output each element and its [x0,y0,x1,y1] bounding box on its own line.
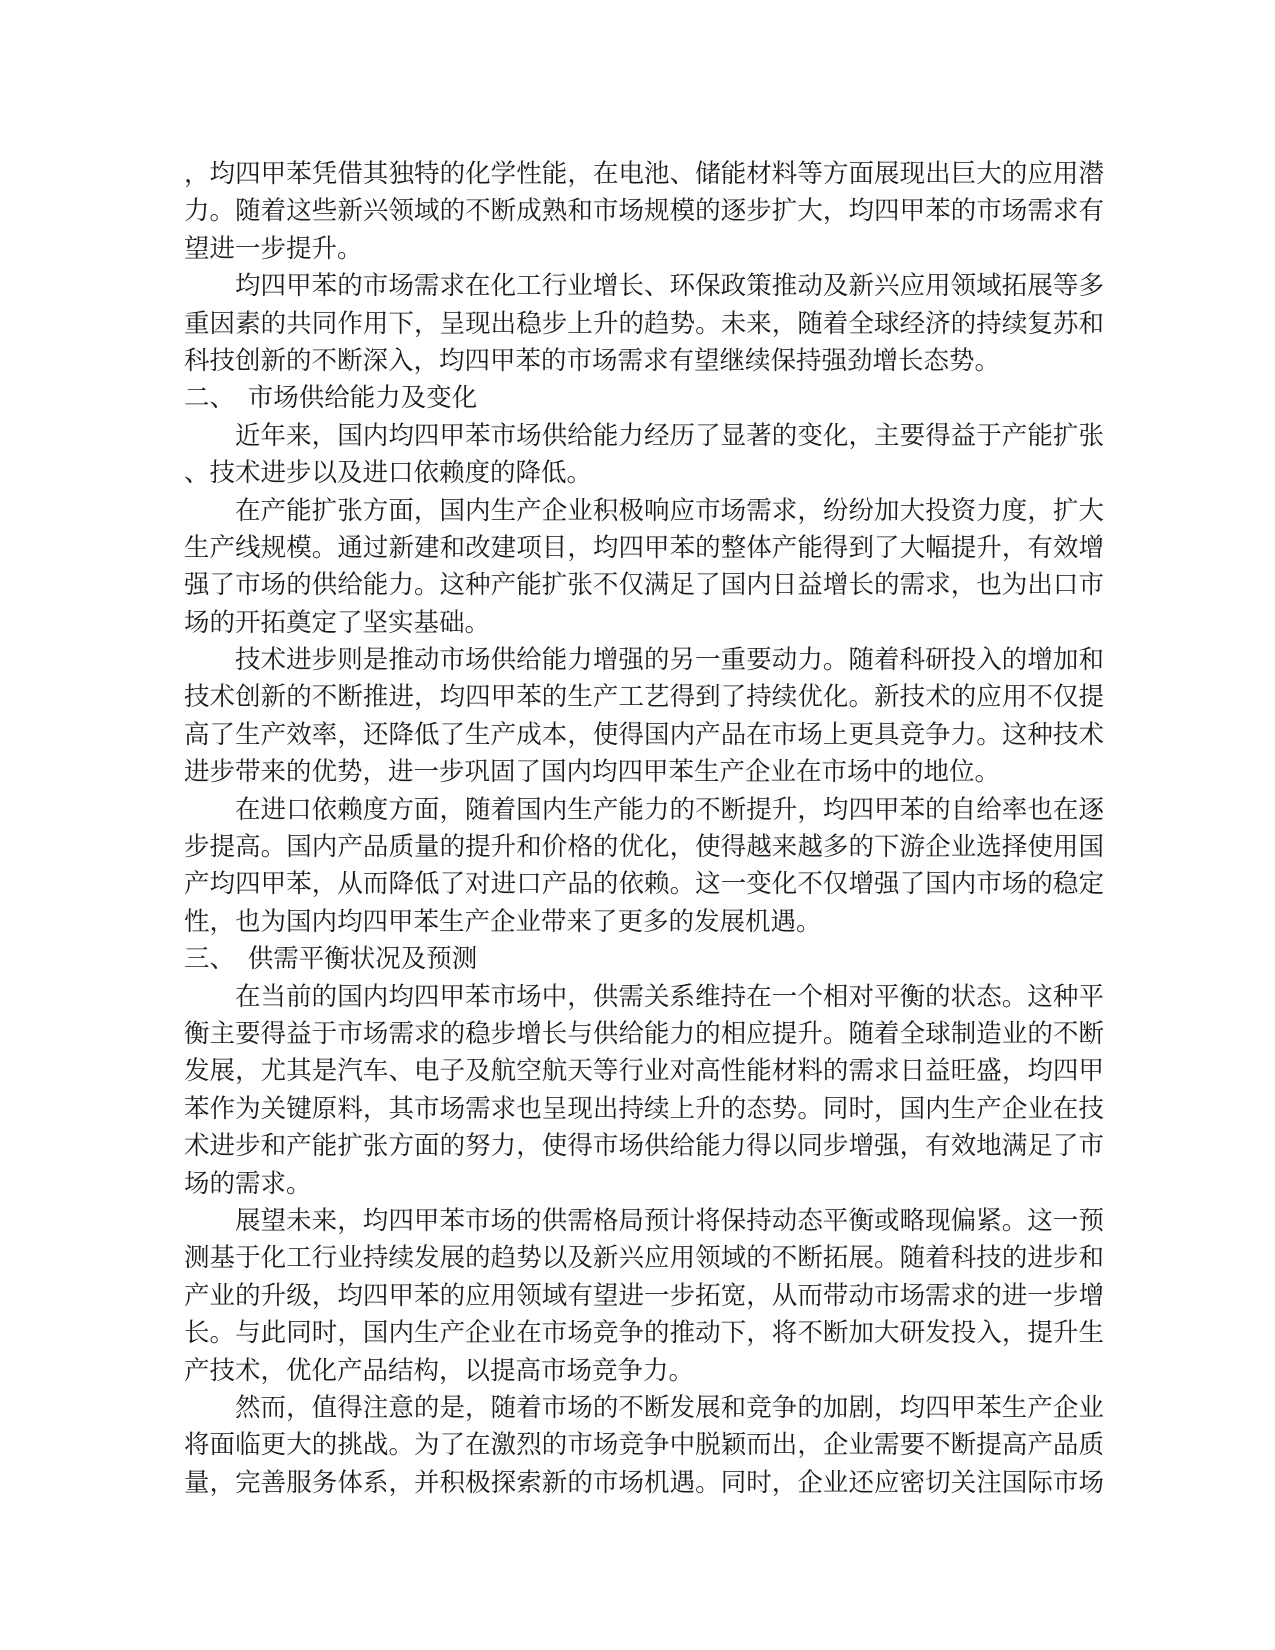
text-line: 长。与此同时，国内生产企业在市场竞争的推动下，将不断加大研发投入，提升生 [184,1318,1104,1348]
text-line: 发展，尤其是汽车、电子及航空航天等行业对高性能材料的需求日益旺盛，均四甲 [184,1056,1104,1086]
text-line: 产技术，优化产品结构，以提高市场竞争力。 [184,1355,695,1385]
text-line: 测基于化工行业持续发展的趋势以及新兴应用领域的不断拓展。随着科技的进步和 [184,1243,1104,1273]
text-line: 产均四甲苯，从而降低了对进口产品的依赖。这一变化不仅增强了国内市场的稳定 [184,869,1104,899]
text-line: ，均四甲苯凭借其独特的化学性能，在电池、储能材料等方面展现出巨大的应用潜 [184,159,1104,188]
text-block [184,155,1104,1501]
text-line: 技术进步则是推动市场供给能力增强的另一重要动力。随着科研投入的增加和 [235,645,1104,675]
text-line: 将面临更大的挑战。为了在激烈的市场竞争中脱颖而出，企业需要不断提高产品质 [184,1430,1104,1460]
text-line: 性，也为国内均四甲苯生产企业带来了更多的发展机遇。 [184,906,822,936]
text-line: 在产能扩张方面，国内生产企业积极响应市场需求，纷纷加大投资力度，扩大 [235,495,1104,525]
section-heading: 三、 供需平衡状况及预测 [184,944,478,974]
text-line: 近年来，国内均四甲苯市场供给能力经历了显著的变化，主要得益于产能扩张 [235,420,1104,450]
text-line: 进步带来的优势，进一步巩固了国内均四甲苯生产企业在市场中的地位。 [184,757,1001,787]
text-line: 、技术进步以及进口依赖度的降低。 [184,458,593,488]
text-line: 科技创新的不断深入，均四甲苯的市场需求有望继续保持强劲增长态势。 [184,345,1001,375]
text-line: 术进步和产能扩张方面的努力，使得市场供给能力得以同步增强，有效地满足了市 [184,1131,1104,1161]
text-line: 重因素的共同作用下，呈现出稳步上升的趋势。未来，随着全球经济的持续复苏和 [184,308,1104,338]
text-line: 衡主要得益于市场需求的稳步增长与供给能力的相应提升。随着全球制造业的不断 [184,1018,1104,1048]
text-line: 苯作为关键原料，其市场需求也呈现出持续上升的态势。同时，国内生产企业在技 [184,1093,1104,1123]
text-line: 场的需求。 [184,1168,312,1198]
text-line: 高了生产效率，还降低了生产成本，使得国内产品在市场上更具竞争力。这种技术 [184,719,1104,749]
text-line: 均四甲苯的市场需求在化工行业增长、环保政策推动及新兴应用领域拓展等多 [235,271,1104,301]
text-line: 技术创新的不断推进，均四甲苯的生产工艺得到了持续优化。新技术的应用不仅提 [184,682,1104,712]
text-line: 在进口依赖度方面，随着国内生产能力的不断提升，均四甲苯的自给率也在逐 [235,794,1104,824]
text-line: 量，完善服务体系，并积极探索新的市场机遇。同时，企业还应密切关注国际市场 [184,1467,1104,1497]
text-line: 步提高。国内产品质量的提升和价格的优化，使得越来越多的下游企业选择使用国 [184,832,1104,862]
text-line: 然而，值得注意的是，随着市场的不断发展和竞争的加剧，均四甲苯生产企业 [235,1392,1104,1422]
text-line: 生产线规模。通过新建和改建项目，均四甲苯的整体产能得到了大幅提升，有效增 [184,532,1104,562]
text-line: 力。随着这些新兴领域的不断成熟和市场规模的逐步扩大，均四甲苯的市场需求有 [184,196,1104,226]
text-line: 在当前的国内均四甲苯市场中，供需关系维持在一个相对平衡的状态。这种平 [235,981,1104,1011]
section-heading: 二、 市场供给能力及变化 [184,383,478,413]
text-line: 产业的升级，均四甲苯的应用领域有望进一步拓宽，从而带动市场需求的进一步增 [184,1280,1104,1310]
text-line: 展望未来，均四甲苯市场的供需格局预计将保持动态平衡或略现偏紧。这一预 [235,1205,1104,1235]
text-line: 强了市场的供给能力。这种产能扩张不仅满足了国内日益增长的需求，也为出口市 [184,570,1104,600]
text-line: 望进一步提升。 [184,233,363,263]
text-line: 场的开拓奠定了坚实基础。 [184,607,491,637]
